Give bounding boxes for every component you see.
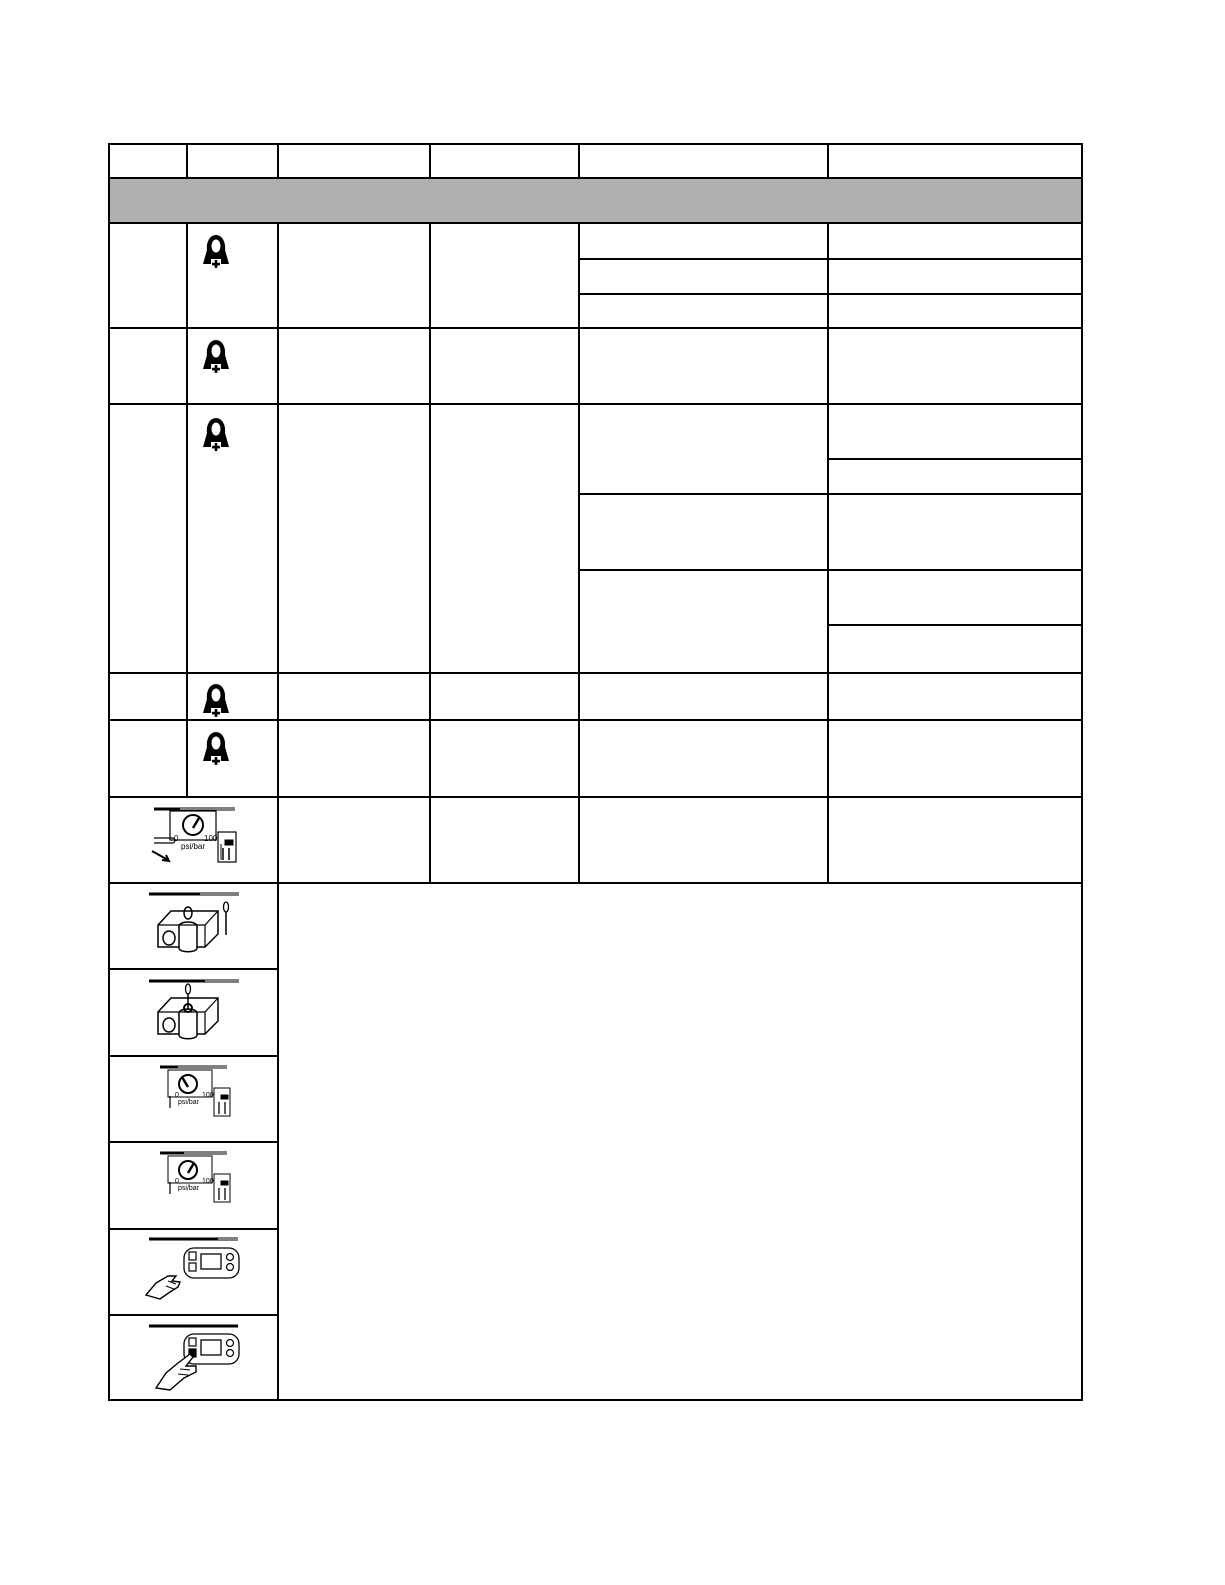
pressure-gauge-small-icon <box>160 1067 230 1116</box>
gauge-min-label: 0 <box>175 1178 179 1185</box>
gauge-max-label: 100 <box>204 834 218 843</box>
gauge-unit-label: psi/bar <box>178 1185 200 1192</box>
gauge-max-label: 100 <box>202 1092 214 1099</box>
pump-unit-probe-inserted-icon <box>149 981 239 1039</box>
section-header-band <box>109 178 1082 223</box>
control-panel-hand-icon <box>146 1239 239 1299</box>
pressure-gauge-small-icon <box>160 1153 230 1202</box>
person-plus-icon <box>203 684 229 718</box>
gauge-unit-label: psi/bar <box>178 1099 200 1106</box>
pressure-gauge-icon <box>152 809 236 862</box>
person-plus-icon <box>203 235 229 269</box>
control-panel-finger-press-icon <box>149 1326 239 1390</box>
gauge-unit-label: psi/bar <box>181 842 206 851</box>
gauge-max-label: 100 <box>202 1178 214 1185</box>
pump-unit-probe-raised-icon <box>149 894 239 952</box>
gauge-min-label: 0 <box>175 1092 179 1099</box>
person-plus-icon <box>203 732 229 766</box>
person-plus-icon <box>203 340 229 374</box>
gauge-min-label: 0 <box>174 834 179 843</box>
person-plus-icon <box>203 418 229 452</box>
